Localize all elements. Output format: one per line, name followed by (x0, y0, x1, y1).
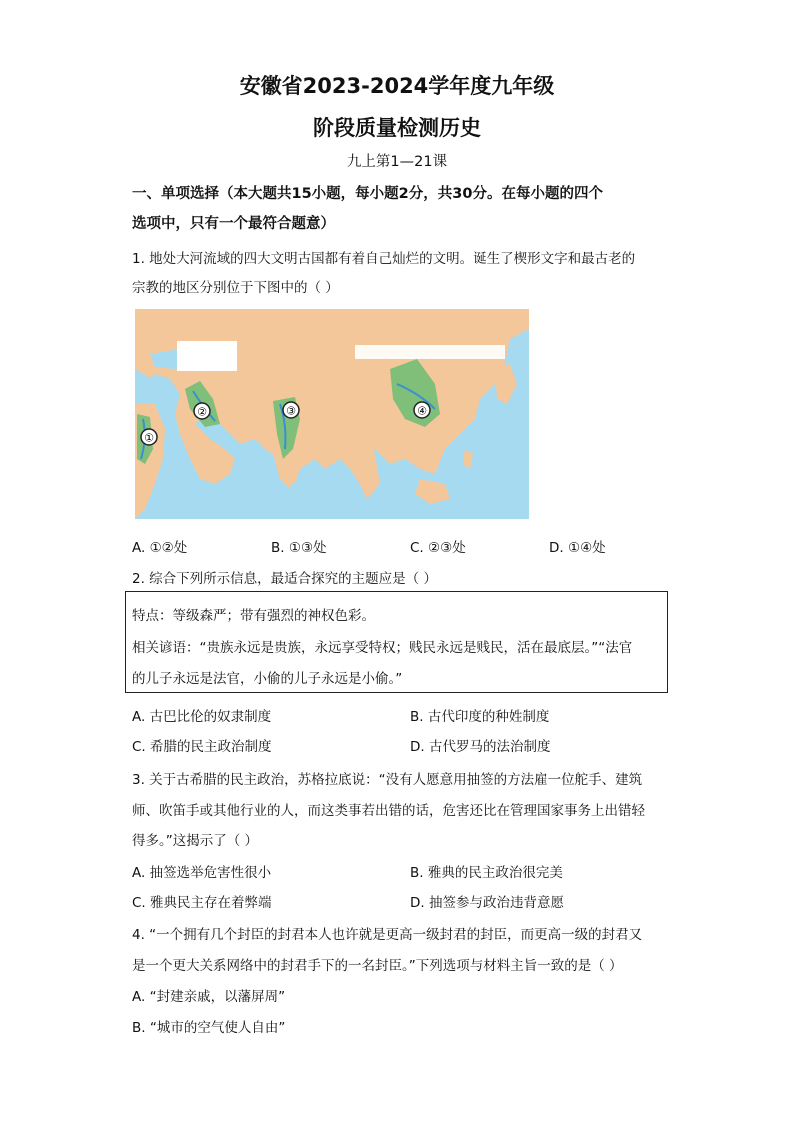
section-heading-line2: 选项中，只有一个最符合题意） (132, 216, 335, 232)
map-marker-4 (414, 402, 430, 418)
q2-option-c[interactable]: C. 希腊的民主政治制度 (132, 739, 272, 755)
page-title-line2: 阶段质量检测历史 (313, 116, 481, 140)
q2-option-a[interactable]: A. 古巴比伦的奴隶制度 (132, 709, 272, 725)
svg-text:④: ④ (417, 404, 427, 418)
map-marker-2 (194, 403, 210, 419)
q2-box-line3: 的儿子永远是法官，小偷的儿子永远是小偷。” (132, 671, 403, 687)
q4-stem-line1: 4. “一个拥有几个封臣的封君本人也许就是更高一级封君的封臣，而更高一级的封君又 (132, 927, 643, 943)
q1-stem-line2: 宗教的地区分别位于下图中的（ ） (132, 280, 339, 296)
q3-option-d[interactable]: D. 抽签参与政治违背意愿 (410, 895, 564, 911)
q3-option-c[interactable]: C. 雅典民主存在着弊端 (132, 895, 272, 911)
svg-text:①: ① (144, 431, 154, 445)
map-marker-1 (141, 429, 157, 445)
map-marker-3 (283, 402, 299, 418)
q2-option-d[interactable]: D. 古代罗马的法治制度 (410, 739, 551, 755)
q3-stem-line1: 3. 关于古希腊的民主政治，苏格拉底说：“没有人愿意用抽签的方法雇一位舵手、建筑 (132, 772, 643, 788)
q2-option-b[interactable]: B. 古代印度的种姓制度 (410, 709, 550, 725)
q2-box-line1: 特点：等级森严；带有强烈的神权色彩。 (132, 608, 375, 624)
svg-text:②: ② (197, 405, 207, 419)
q1-option-a[interactable]: A. ①②处 (132, 540, 188, 556)
q1-stem-line1: 1. 地处大河流域的四大文明古国都有着自己灿烂的文明。诞生了楔形文字和最古老的 (132, 251, 636, 267)
svg-text:③: ③ (286, 404, 296, 418)
q4-stem-line2: 是一个更大关系网络中的封君手下的一名封臣。”下列选项与材料主旨一致的是（ ） (132, 958, 623, 974)
q3-option-b[interactable]: B. 雅典的民主政治很完美 (410, 865, 563, 881)
q1-option-b[interactable]: B. ①③处 (271, 540, 327, 556)
world-map-river-civilizations (135, 309, 529, 519)
q4-option-a[interactable]: A. “封建亲戚，以藩屏周” (132, 989, 286, 1005)
q3-stem-line2: 师、吹笛手或其他行业的人，而这类事若出错的话，危害还比在管理国家事务上出错轻 (132, 803, 645, 819)
page-title-line1: 安徽省2023-2024学年度九年级 (239, 74, 555, 98)
q3-option-a[interactable]: A. 抽签选举危害性很小 (132, 865, 272, 881)
q1-option-c[interactable]: C. ②③处 (410, 540, 466, 556)
q3-stem-line3: 得多。”这揭示了（ ） (132, 833, 259, 849)
q2-stem: 2. 综合下列所示信息，最适合探究的主题应是（ ） (132, 571, 437, 587)
page-scope: 九上第1—21课 (346, 154, 448, 170)
section-heading-line1: 一、单项选择（本大题共15小题，每小题2分，共30分。在每小题的四个 (132, 186, 603, 202)
q4-option-b[interactable]: B. “城市的空气使人自由” (132, 1020, 286, 1036)
q1-option-d[interactable]: D. ①④处 (549, 540, 606, 556)
q2-box-line2: 相关谚语：“贵族永远是贵族，永远享受特权；贱民永远是贱民，活在最底层。”“法官 (132, 640, 633, 656)
